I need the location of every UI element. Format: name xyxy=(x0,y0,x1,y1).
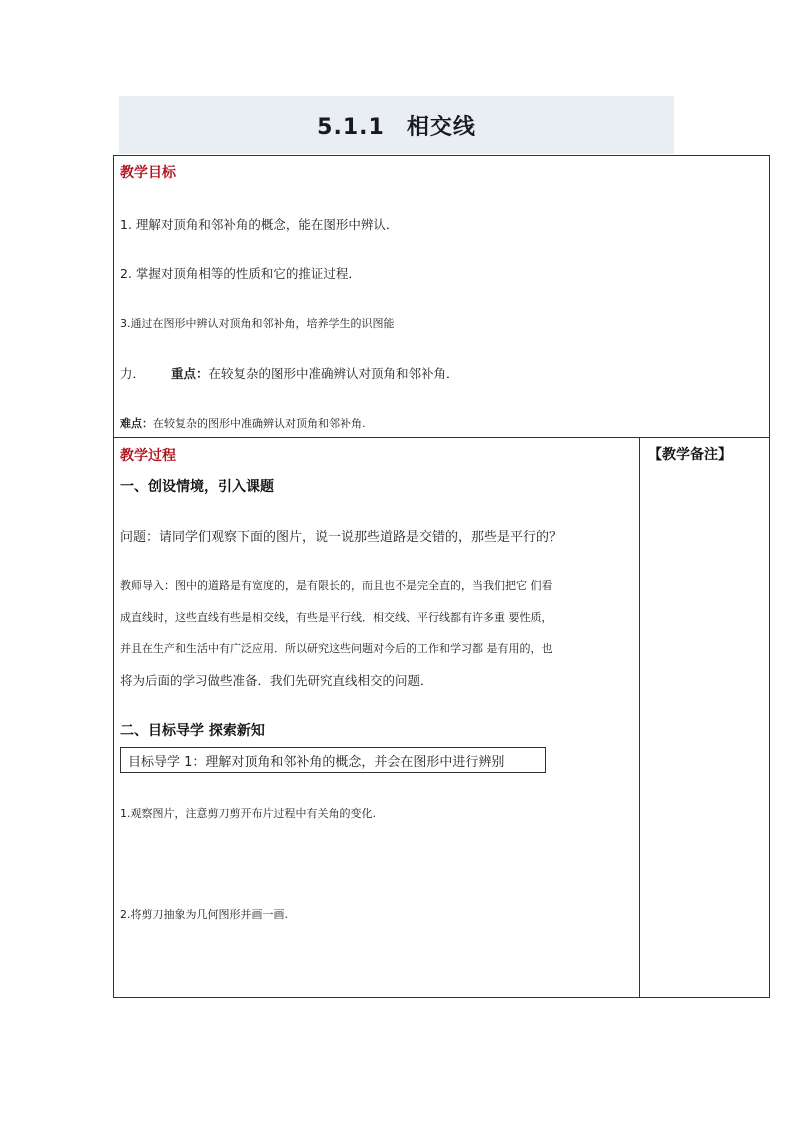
difficulty-label: 难点： xyxy=(120,417,153,430)
notes-box xyxy=(639,437,770,998)
objective-3-continued: 力． xyxy=(120,366,146,381)
title-number: 5.1.1 xyxy=(317,114,385,140)
step-1: 1.观察图片，注意剪刀剪开布片过程中有关角的变化. xyxy=(120,807,376,820)
process-heading: 教学过程 xyxy=(120,448,176,464)
objectives-heading: 教学目标 xyxy=(120,165,176,181)
objective-key-line xyxy=(120,364,459,382)
intro-line-2: 成直线时，这些直线有些是相交线，有些是平行线．相交线、平行线都有许多重 要性质， xyxy=(120,611,553,624)
objectives-box xyxy=(113,155,770,438)
section-1-heading: 一、创设情境，引入课题 xyxy=(120,479,274,495)
notes-heading: 【教学备注】 xyxy=(648,447,732,463)
page-title xyxy=(317,110,476,141)
intro-line-4: 将为后面的学习做些准备．我们先研究直线相交的问题． xyxy=(120,673,433,688)
intro-line-3: 并且在生产和生活中有广泛应用．所以研究这些问题对今后的工作和学习都 是有用的，也 xyxy=(120,642,553,655)
objective-3: 3.通过在图形中辨认对顶角和邻补角，培养学生的识图能 xyxy=(120,317,395,330)
objective-1: 1. 理解对顶角和邻补角的概念，能在图形中辨认． xyxy=(120,217,399,232)
step-2: 2.将剪刀抽象为几何图形并画一画. xyxy=(120,908,288,921)
key-point-text: 在较复杂的图形中准确辨认对顶角和邻补角． xyxy=(208,366,459,381)
section-2-heading: 二、目标导学 探索新知 xyxy=(120,723,265,739)
goal-1-box: 目标导学 1：理解对顶角和邻补角的概念，并会在图形中进行辨别 xyxy=(120,747,546,773)
objective-2: 2. 掌握对顶角相等的性质和它的推证过程． xyxy=(120,266,361,281)
title-name: 相交线 xyxy=(406,114,476,140)
difficulty-line xyxy=(120,415,366,431)
question-text: 问题：请同学们观察下面的图片，说一说那些道路是交错的，那些是平行的？ xyxy=(120,530,563,545)
title-bar xyxy=(119,96,674,154)
intro-line-1: 教师导入：图中的道路是有宽度的，是有限长的，而且也不是完全直的，当我们把它 们看 xyxy=(120,579,553,592)
difficulty-text: 在较复杂的图形中准确辨认对顶角和邻补角. xyxy=(153,417,366,430)
key-point-label: 重点： xyxy=(170,366,209,381)
